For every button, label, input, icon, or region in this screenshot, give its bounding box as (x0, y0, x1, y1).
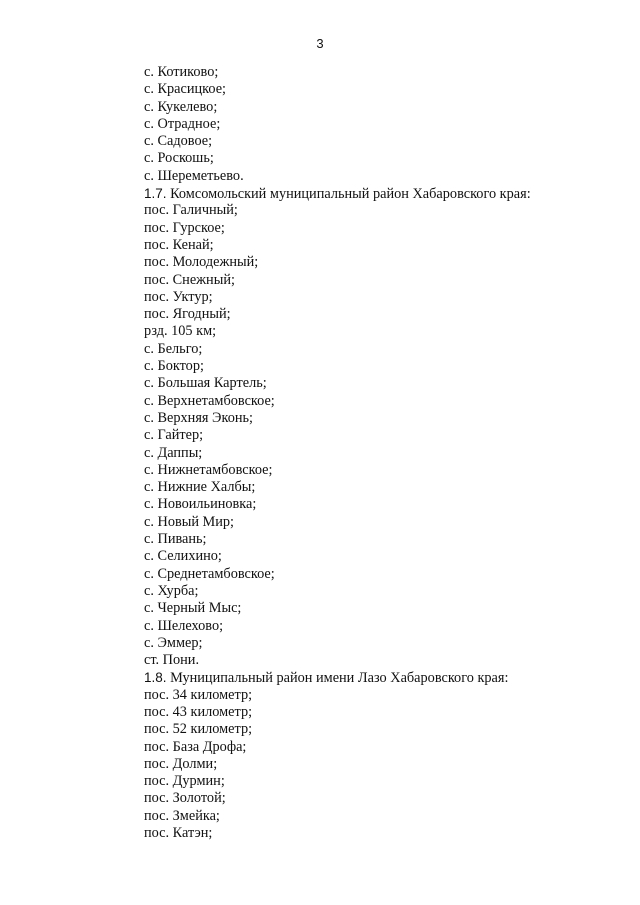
list-item (144, 790, 531, 807)
list-item (144, 289, 531, 306)
list-item (144, 583, 531, 600)
settlement-name: с. Новый Мир; (144, 513, 235, 530)
settlement-name: с. Даппы; (144, 444, 203, 461)
settlement-name: с. Верхнетамбовское; (144, 392, 275, 409)
list-item (144, 756, 531, 773)
section-heading (144, 185, 531, 202)
list-item (144, 808, 531, 825)
list-item (144, 64, 531, 81)
settlement-name: пос. Гурское; (144, 219, 225, 236)
section-title: Комсомольский муниципальный район Хабаровского края: (166, 186, 531, 203)
settlement-name: с. Котиково; (144, 64, 219, 80)
list-item (144, 116, 531, 133)
settlement-name: с. Роскошь; (144, 150, 214, 167)
settlement-name: с. Нижние Халбы; (144, 479, 256, 496)
settlement-name: пос. База Дрофа; (144, 738, 247, 755)
settlement-name: пос. Змейка; (144, 807, 220, 824)
section-heading (144, 669, 531, 686)
settlement-name: с. Шереметьево. (144, 167, 244, 184)
list-item (144, 773, 531, 790)
settlement-name: с. Гайтер; (144, 427, 204, 444)
settlement-name: с. Бельго; (144, 340, 203, 357)
list-item (144, 600, 531, 617)
settlement-name: с. Отрадное; (144, 115, 221, 132)
settlement-name: с. Садовое; (144, 133, 213, 150)
list-item (144, 220, 531, 237)
settlement-name: с. Новоильиновка; (144, 496, 257, 513)
list-item (144, 393, 531, 410)
list-item (144, 81, 531, 98)
list-item (144, 254, 531, 271)
settlement-name: пос. Уктур; (144, 288, 213, 305)
list-item (144, 687, 531, 704)
list-item (144, 133, 531, 150)
list-item (144, 341, 531, 358)
list-item (144, 150, 531, 167)
settlement-name: рзд. 105 км; (144, 323, 217, 340)
settlement-name: с. Селихино; (144, 548, 222, 565)
list-item (144, 462, 531, 479)
settlement-name: пос. Кенай; (144, 236, 214, 253)
list-item (144, 704, 531, 721)
list-item (144, 496, 531, 513)
settlement-name: ст. Пони. (144, 652, 200, 669)
settlement-name: пос. Катэн; (144, 825, 213, 842)
list-item (144, 445, 531, 462)
settlement-name: пос. Долми; (144, 755, 218, 772)
section-number: 1.8. (144, 670, 167, 686)
settlement-name: пос. Ягодный; (144, 306, 231, 323)
list-item (144, 306, 531, 323)
settlement-name: пос. 52 километр; (144, 721, 253, 738)
list-item (144, 272, 531, 289)
settlement-name: с. Большая Картель; (144, 375, 267, 392)
list-item (144, 514, 531, 531)
settlement-name: с. Красицкое; (144, 81, 227, 98)
list-item (144, 618, 531, 635)
list-item (144, 168, 531, 185)
settlement-name: пос. Молодежный; (144, 254, 259, 271)
list-item (144, 531, 531, 548)
settlement-name: с. Нижнетамбовское; (144, 461, 273, 478)
list-item (144, 358, 531, 375)
settlement-name: с. Черный Мыс; (144, 600, 242, 617)
section-title: Муниципальный район имени Лазо Хабаровского края: (166, 670, 509, 687)
list-item (144, 202, 531, 219)
list-item (144, 548, 531, 565)
settlement-name: пос. Снежный; (144, 271, 235, 288)
list-item (144, 427, 531, 444)
settlement-name: с. Среднетамбовское; (144, 565, 275, 582)
settlement-name: с. Боктор; (144, 358, 204, 375)
list-item (144, 410, 531, 427)
settlement-name: с. Хурба; (144, 582, 199, 599)
settlement-name: пос. Галичный; (144, 202, 238, 219)
list-item (144, 323, 531, 340)
settlement-name: пос. Дурмин; (144, 773, 225, 790)
list-item (144, 739, 531, 756)
settlement-name: с. Кукелево; (144, 98, 218, 115)
list-item (144, 237, 531, 254)
settlement-list (144, 64, 531, 842)
list-item (144, 375, 531, 392)
settlement-name: с. Верхняя Эконь; (144, 409, 253, 426)
list-item (144, 721, 531, 738)
page-number: 3 (316, 36, 324, 51)
list-item (144, 652, 531, 669)
list-item (144, 99, 531, 116)
section-number: 1.7. (144, 186, 167, 202)
list-item (144, 566, 531, 583)
list-item (144, 479, 531, 496)
settlement-name: пос. 34 километр; (144, 686, 253, 703)
list-item (144, 635, 531, 652)
settlement-name: с. Шелехово; (144, 617, 224, 634)
settlement-name: с. Пивань; (144, 531, 207, 548)
settlement-name: пос. 43 километр; (144, 703, 253, 720)
list-item (144, 825, 531, 842)
settlement-name: с. Эммер; (144, 634, 203, 651)
settlement-name: пос. Золотой; (144, 790, 226, 807)
